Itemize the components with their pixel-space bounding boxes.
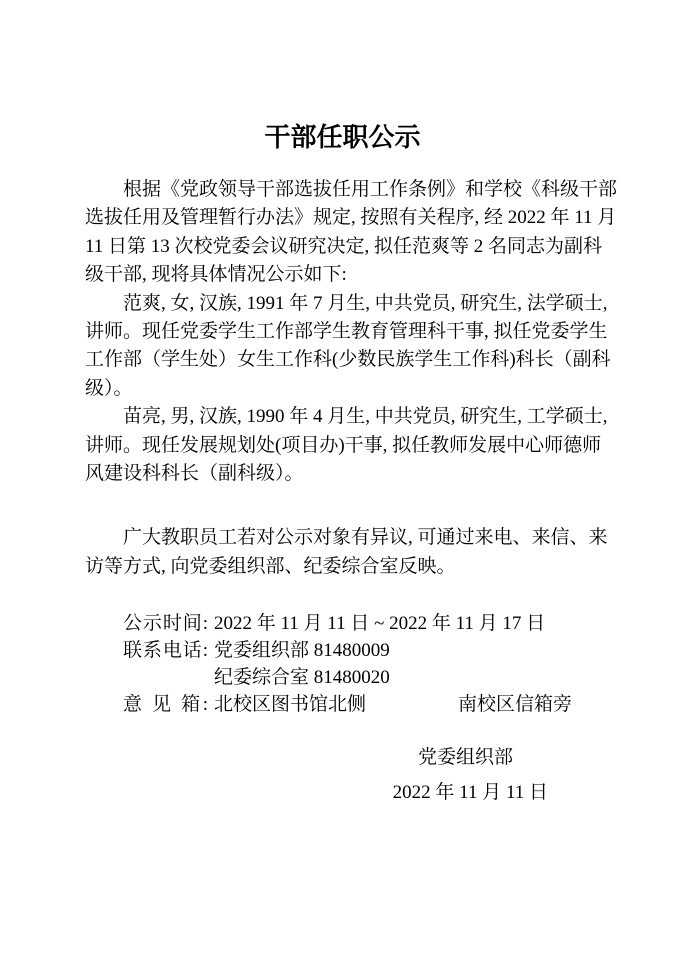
text-line: 11 日第 13 次校党委会议研究决定, 拟任范爽等 2 名同志为副科 [85,235,603,257]
text-line: 范爽, 女, 汉族, 1991 年 7 月生, 中共党员, 研究生, 法学硕士, [123,292,608,314]
contact-row-phone2 [123,664,600,691]
text-line: 风建设科科长（副科级）。 [85,463,304,485]
text-line: 广大教职员工若对公示对象有异议, 可通过来电、来信、来 [123,527,608,549]
text-line: 选拔任用及管理暂行办法》规定, 按照有关程序, 经 2022 年 11 月 [85,207,617,229]
paragraph-miao-liang [85,403,608,488]
text-line: 级干部, 现将具体情况公示如下: [85,264,347,286]
text-line: 根据《党政领导干部选拔任用工作条例》和学校《科级干部 [123,179,618,200]
contact-row-time [123,610,600,637]
paragraph-feedback [85,524,608,581]
contact-label-spacer [123,664,208,691]
signature-org: 党委组织部 [417,747,513,769]
text-line: 讲师。现任党委学生工作部学生教育管理科干事, 拟任党委学生 [85,321,608,343]
notice-title: 干部任职公示 [264,122,421,152]
contact-value-phone-org1: 党委组织部 81480009 [214,640,390,662]
contact-row-mailbox [123,691,600,718]
paragraph-fan-shuang [85,290,611,404]
contact-label-phone: 联系电话: [123,640,208,662]
text-line: 访等方式, 向党委组织部、纪委综合室反映。 [85,555,456,577]
text-line: 苗亮, 男, 汉族, 1990 年 4 月生, 中共党员, 研究生, 工学硕士, [123,406,608,428]
contact-label-time: 公示时间: [123,613,208,635]
signature-date: 2022 年 11 月 11 日 [392,782,548,804]
contact-info [85,610,600,718]
signature-block [85,740,600,810]
contact-value-time: 2022 年 11 月 11 日 ~ 2022 年 11 月 17 日 [214,613,546,635]
contact-value-phone-org2: 纪委综合室 81480020 [214,667,390,689]
contact-value-mailbox-north: 北校区图书馆北侧 [214,694,367,716]
contact-label-mailbox: 意 见 箱: [123,694,208,716]
text-line: 工作部（学生处）女生工作科(少数民族学生工作科)科长（副科 [85,349,611,371]
contact-row-phone [123,637,600,664]
text-line: 级）。 [85,377,133,399]
contact-value-mailbox-south: 南校区信箱旁 [458,694,573,716]
text-line: 讲师。现任发展规划处(项目办)干事, 拟任教师发展中心师德师 [85,434,602,456]
paragraph-intro [85,176,618,290]
